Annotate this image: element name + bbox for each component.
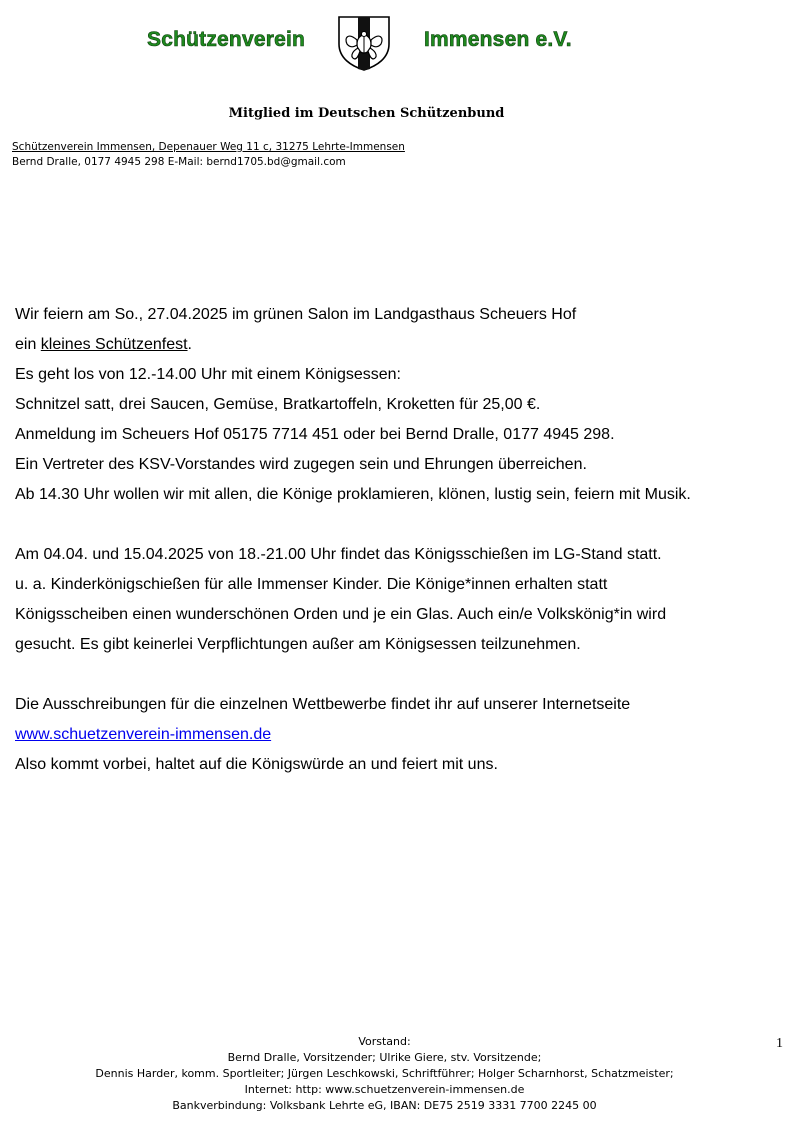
website-link[interactable]: www.schuetzenverein-immensen.de xyxy=(15,726,272,743)
footer-line: Bernd Dralle, Vorsitzender; Ulrike Giere, stv. Vorsitzende; xyxy=(227,1051,542,1064)
club-crest-icon xyxy=(336,14,392,72)
club-name-right: Immensen e.V. xyxy=(424,28,572,51)
footer-line: Internet: http: www.schuetzenverein-immensen.de xyxy=(244,1083,525,1096)
sender-address: Schützenverein Immensen, Depenauer Weg 11 c, 31275 Lehrte-Immensen xyxy=(12,141,405,153)
club-name-left: Schützenverein xyxy=(147,28,306,51)
paragraph-gap xyxy=(15,510,775,540)
body-line: gesucht. Es gibt keinerlei Verpflichtungen außer am Königsessen teilzunehmen. xyxy=(15,636,581,653)
body-line xyxy=(15,720,775,750)
letterhead xyxy=(0,0,787,80)
footer-line: Bankverbindung: Volksbank Lehrte eG, IBAN: DE75 2519 3331 7700 2245 00 xyxy=(172,1099,597,1112)
event-name: kleines Schützenfest xyxy=(40,336,188,353)
membership-line: Mitglied im Deutschen Schützenbund xyxy=(228,106,505,121)
footer-line: Vorstand: xyxy=(358,1035,411,1048)
body-line: Am 04.04. und 15.04.2025 von 18.-21.00 Uhr findet das Königsschießen im LG-Stand statt. xyxy=(15,546,662,563)
page-number: 1 xyxy=(776,1036,783,1051)
body-line: Also kommt vorbei, haltet auf die Königswürde an und feiert mit uns. xyxy=(15,756,498,773)
body-text-fragment: ein xyxy=(15,336,41,353)
body-line: Ein Vertreter des KSV-Vorstandes wird zugegen sein und Ehrungen überreichen. xyxy=(15,456,587,473)
body-line: Die Ausschreibungen für die einzelnen Wettbewerbe findet ihr auf unserer Internetseite xyxy=(15,696,631,713)
body-line xyxy=(15,330,775,360)
body-line: Ab 14.30 Uhr wollen wir mit allen, die Könige proklamieren, klönen, lustig sein, feiern mit Musik. xyxy=(15,486,691,503)
body-text-fragment: . xyxy=(187,336,192,353)
body-line: Königsscheiben einen wunderschönen Orden und je ein Glas. Auch ein/e Volkskönig*in wird xyxy=(15,606,667,623)
footer xyxy=(0,1034,769,1114)
body-line: Anmeldung im Scheuers Hof 05175 7714 451 oder bei Bernd Dralle, 0177 4945 298. xyxy=(15,426,615,443)
letter-body xyxy=(15,300,775,780)
body-line: Schnitzel satt, drei Saucen, Gemüse, Bratkartoffeln, Kroketten für 25,00 €. xyxy=(15,396,541,413)
paragraph-gap xyxy=(15,660,775,690)
footer-line: Dennis Harder, komm. Sportleiter; Jürgen Leschkowski, Schriftführer; Holger Scharnhorst, Schatzmeister; xyxy=(95,1067,674,1080)
body-line: Es geht los von 12.-14.00 Uhr mit einem Königsessen: xyxy=(15,366,401,383)
sender-block xyxy=(12,140,405,170)
body-line: u. a. Kinderkönigschießen für alle Immenser Kinder. Die Könige*innen erhalten statt xyxy=(15,576,608,593)
body-line: Wir feiern am So., 27.04.2025 im grünen Salon im Landgasthaus Scheuers Hof xyxy=(15,306,577,323)
sender-contact: Bernd Dralle, 0177 4945 298 E-Mail: bernd1705.bd@gmail.com xyxy=(12,156,346,168)
